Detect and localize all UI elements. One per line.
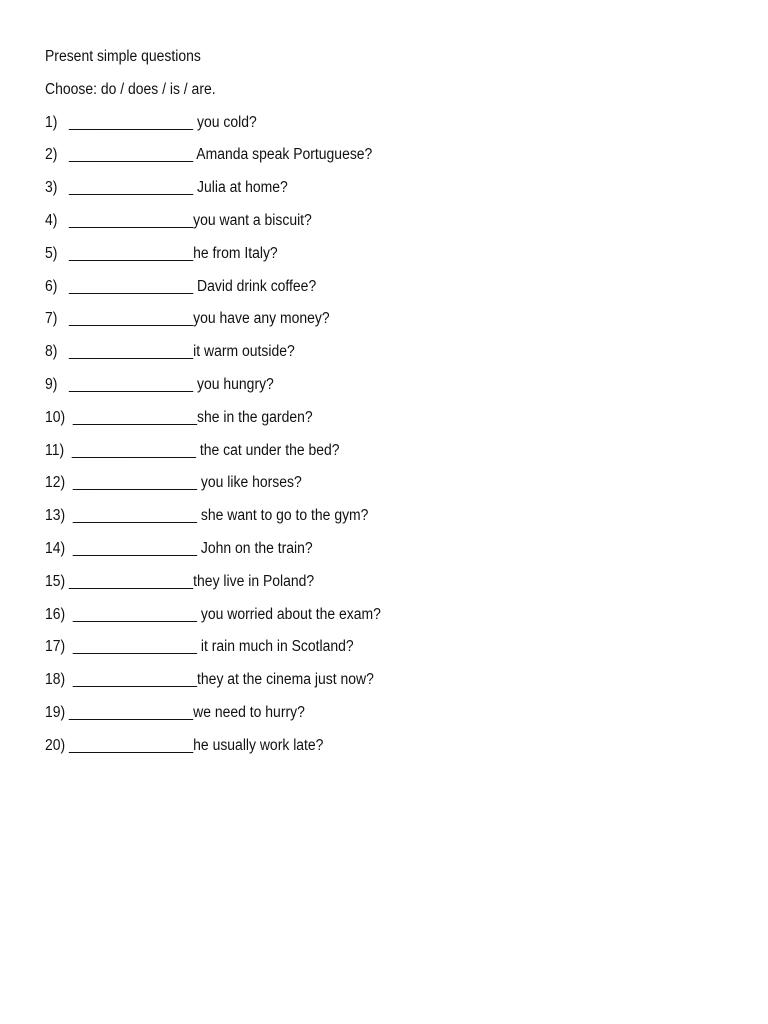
question-10: 10) ________________she in the garden? [45, 408, 313, 426]
worksheet-title: Present simple questions [45, 48, 201, 65]
question-8: 8) ________________it warm outside? [45, 343, 295, 361]
question-1: 1) ________________ you cold? [45, 113, 257, 131]
question-6: 6) ________________ David drink coffee? [45, 277, 317, 295]
question-15: 15) ________________they live in Poland? [45, 572, 315, 590]
question-2: 2) ________________ Amanda speak Portuguese? [45, 146, 373, 164]
question-14: 14) ________________ John on the train? [45, 539, 313, 557]
question-4: 4) ________________you want a biscuit? [45, 211, 312, 229]
question-7: 7) ________________you have any money? [45, 310, 330, 328]
question-20: 20) ________________he usually work late? [45, 736, 324, 754]
question-12: 12) ________________ you like horses? [45, 474, 302, 492]
question-17: 17) ________________ it rain much in Scotland? [45, 638, 354, 656]
question-11: 11) ________________ the cat under the bed? [45, 441, 340, 459]
question-13: 13) ________________ she want to go to the gym? [45, 507, 369, 525]
worksheet-instruction: Choose: do / does / is / are. [45, 80, 216, 98]
worksheet-content [45, 46, 657, 768]
question-16: 16) ________________ you worried about the exam? [45, 605, 381, 623]
question-9: 9) ________________ you hungry? [45, 375, 274, 393]
question-18: 18) ________________they at the cinema just now? [45, 671, 374, 689]
question-3: 3) ________________ Julia at home? [45, 179, 288, 197]
question-19: 19) ________________we need to hurry? [45, 703, 305, 721]
question-5: 5) ________________he from Italy? [45, 244, 278, 262]
